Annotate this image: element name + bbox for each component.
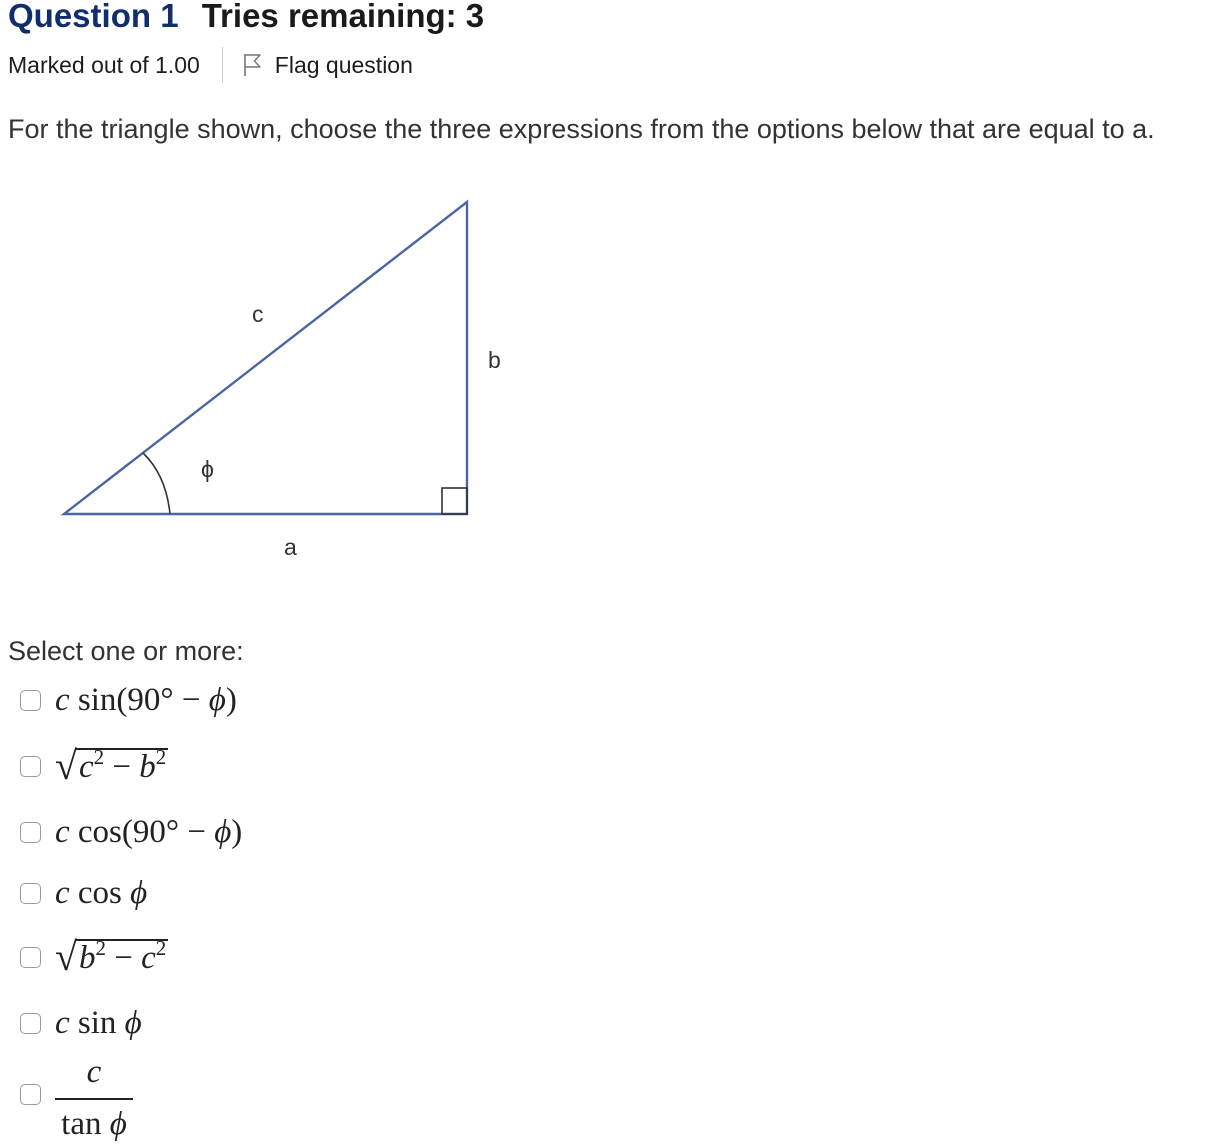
question-meta xyxy=(8,47,413,83)
triangle-outline xyxy=(64,202,467,514)
option-6-var-phi: ϕ xyxy=(124,1005,142,1041)
option-1-close: ) xyxy=(225,682,237,718)
option-2-radicand xyxy=(75,745,168,785)
option-1-checkbox[interactable] xyxy=(20,690,41,711)
option-4-var-phi: ϕ xyxy=(130,875,148,911)
option-3[interactable] xyxy=(20,814,242,851)
label-base: a xyxy=(284,534,297,560)
option-1-var-phi: ϕ xyxy=(208,682,226,718)
option-7[interactable] xyxy=(20,1052,133,1144)
option-2-exp1: 2 xyxy=(93,745,105,769)
angle-arc xyxy=(143,453,170,514)
option-2-checkbox[interactable] xyxy=(20,756,41,777)
option-5-base2: c xyxy=(141,940,156,976)
option-5-minus: − xyxy=(105,940,142,976)
flag-question-label: Flag question xyxy=(274,51,413,78)
meta-divider xyxy=(222,47,223,83)
option-6-func: sin xyxy=(69,1005,125,1041)
question-label: Question xyxy=(8,0,152,34)
option-5-radical: √ xyxy=(55,934,77,979)
option-7-checkbox[interactable] xyxy=(20,1084,41,1105)
option-3-checkbox[interactable] xyxy=(20,822,41,843)
option-6[interactable] xyxy=(20,1005,142,1042)
marked-out-of: Marked out of 1.00 xyxy=(8,51,200,78)
option-4-checkbox[interactable] xyxy=(20,883,41,904)
option-3-var-c: c xyxy=(55,814,70,850)
question-header xyxy=(8,0,484,36)
option-1-func: sin(90° − xyxy=(69,682,209,718)
option-3-func: cos(90° − xyxy=(69,814,215,850)
question-text: For the triangle shown, choose the three expressions from the options below that are equal to a. xyxy=(8,114,1155,144)
question-number: 1 xyxy=(160,0,179,34)
option-5-base1: b xyxy=(78,940,96,976)
label-vertical-side: b xyxy=(488,347,501,373)
option-2-base2: b xyxy=(139,749,156,785)
option-7-var-phi: ϕ xyxy=(109,1106,127,1142)
option-5-exp1: 2 xyxy=(95,936,106,960)
option-2-minus: − xyxy=(104,749,140,785)
tries-remaining: Tries remaining: 3 xyxy=(201,0,485,34)
select-prompt: Select one or more: xyxy=(8,636,244,666)
option-6-label xyxy=(55,1005,142,1042)
option-5[interactable] xyxy=(20,934,168,979)
option-4[interactable] xyxy=(20,875,147,912)
option-2-exp2: 2 xyxy=(155,745,167,769)
option-7-numerator xyxy=(87,1052,102,1098)
option-5-checkbox[interactable] xyxy=(20,947,41,968)
option-6-var-c: c xyxy=(55,1005,70,1041)
flag-question-button[interactable] xyxy=(243,52,413,79)
option-2-base1: c xyxy=(78,749,94,785)
label-angle: ϕ xyxy=(201,456,214,482)
option-7-func: tan xyxy=(61,1106,110,1142)
triangle-figure xyxy=(0,180,600,580)
option-2[interactable] xyxy=(20,743,168,788)
flag-icon xyxy=(243,53,263,77)
option-4-label xyxy=(55,875,147,912)
option-2-radical: √ xyxy=(55,743,77,788)
label-hypotenuse: c xyxy=(252,301,264,327)
option-3-label xyxy=(55,814,242,851)
option-6-checkbox[interactable] xyxy=(20,1013,41,1034)
option-1-var-c: c xyxy=(55,682,70,718)
option-3-close: ) xyxy=(231,814,243,850)
option-5-label xyxy=(55,934,168,979)
option-1[interactable] xyxy=(20,682,237,719)
option-7-denominator xyxy=(61,1100,127,1144)
option-5-radicand xyxy=(75,936,168,976)
right-angle-marker xyxy=(442,488,467,514)
option-4-func: cos xyxy=(69,875,131,911)
option-2-label xyxy=(55,743,168,788)
option-7-label xyxy=(55,1052,133,1144)
option-7-var-c: c xyxy=(86,1054,102,1090)
option-1-label xyxy=(55,682,237,719)
option-4-var-c: c xyxy=(55,875,70,911)
option-5-exp2: 2 xyxy=(155,936,167,960)
option-3-var-phi: ϕ xyxy=(214,814,232,850)
